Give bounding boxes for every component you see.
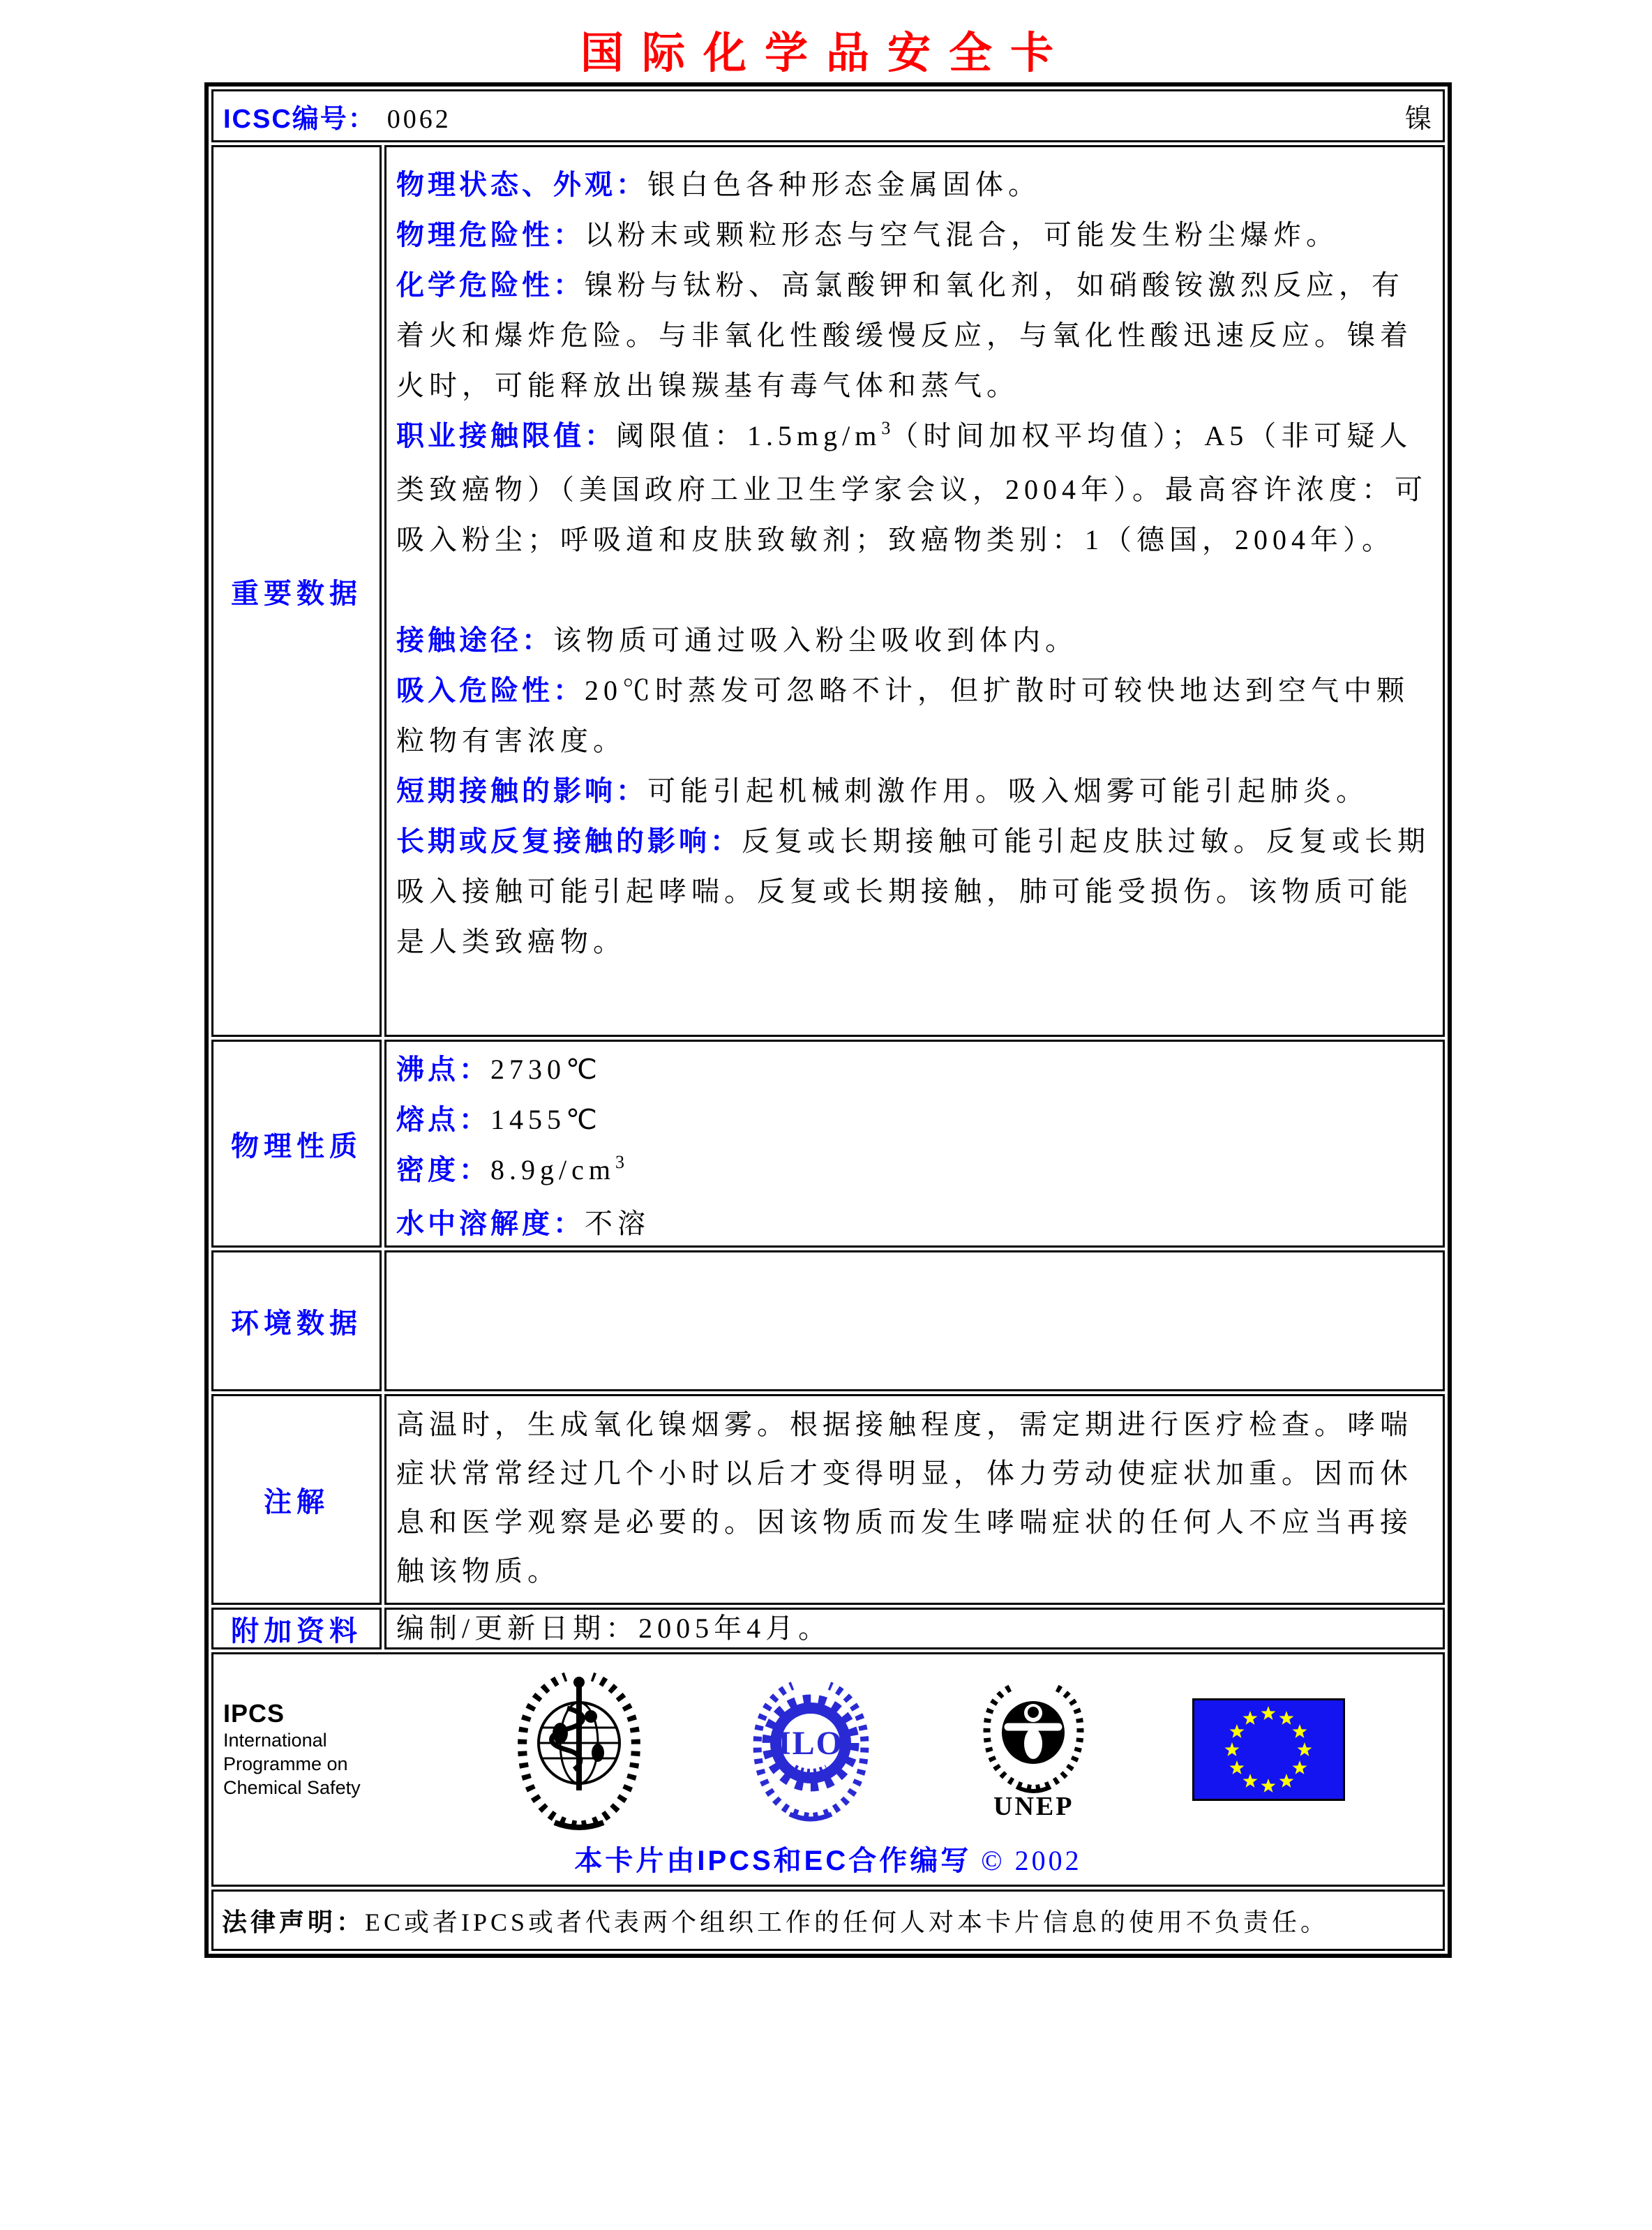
field-label: 密度： — [396, 1155, 490, 1185]
credit-line — [213, 1839, 1443, 1878]
field-label: 职业接触限值： — [396, 421, 616, 451]
ipcs-acronym: IPCS — [223, 1699, 285, 1728]
row-physical-properties — [211, 1040, 1445, 1248]
field-text: 编制/更新日期：2005年4月。 — [396, 1612, 832, 1644]
important-data-content — [384, 145, 1445, 1037]
ipcs-subtitle-line: International — [223, 1730, 327, 1751]
svg-text:ILO: ILO — [777, 1724, 843, 1762]
field-text: （时间加权平均值）；A5（非可疑人类致癌物）（美国政府工业卫生学家会议，2004年）。最高容许浓度：可吸入粉尘；呼吸道和皮肤致敏剂；致癌物类别：1（德国，2004年）。 — [396, 420, 1427, 555]
field-text: 以粉末或颗粒形态与空气混合，可能发生粉尘爆炸。 — [585, 219, 1339, 250]
physical-properties-content — [384, 1040, 1445, 1248]
field-label: 水中溶解度： — [396, 1208, 585, 1239]
logos-cell — [211, 1652, 1445, 1887]
card-table — [204, 82, 1452, 1958]
field-label: 物理危险性： — [396, 220, 585, 250]
section-label-notes: 注解 — [211, 1394, 382, 1605]
ipcs-subtitle-line: Programme on — [223, 1753, 348, 1774]
icsc-number-group — [223, 97, 451, 135]
field-text: 可能引起机械刺激作用。吸入烟雾可能引起肺炎。 — [647, 775, 1369, 807]
field-text: 反复或长期接触可能引起皮肤过敏。反复或长期吸入接触可能引起哮喘。反复或长期接触，肺可能受损伤。该物质可能是人类致癌物。 — [396, 825, 1430, 957]
paragraph — [396, 411, 1433, 565]
field-text: 不溶 — [585, 1208, 650, 1239]
legal-label: 法律声明： — [222, 1907, 366, 1936]
field-label: 接触途径： — [396, 625, 553, 656]
ilo-logo-icon — [746, 1673, 876, 1826]
paragraph — [396, 260, 1433, 411]
legal-cell — [211, 1889, 1445, 1951]
header-cell — [211, 89, 1445, 142]
logo-strip — [213, 1666, 1443, 1833]
field-label: 物理状态、外观： — [396, 170, 647, 200]
paragraph — [396, 1400, 1433, 1596]
additional-info-content — [384, 1608, 1445, 1649]
unep-caption: UNEP — [993, 1792, 1074, 1821]
field-text: 高温时，生成氧化镍烟雾。根据接触程度，需定期进行医疗检查。哮喘症状常常经过几个小时以后才变得明显，体力劳动使症状加重。因而休息和医学观察是必要的。因该物质而发生哮喘症状的任何人不应当再接触该物质。 — [396, 1409, 1413, 1587]
field-text: 3 — [615, 1152, 624, 1172]
section-label-environmental-data: 环境数据 — [211, 1250, 382, 1391]
paragraph — [396, 1608, 831, 1649]
substance-name: 镍 — [1404, 104, 1433, 134]
environmental-data-content — [384, 1250, 1445, 1391]
paragraph — [396, 160, 1433, 210]
legal-text: EC或者IPCS或者代表两个组织工作的任何人对本卡片信息的使用不负责任。 — [365, 1908, 1330, 1936]
notes-content — [384, 1394, 1445, 1605]
icsc-number: 0062 — [386, 104, 451, 134]
row-notes — [211, 1394, 1445, 1605]
field-label: 吸入危险性： — [396, 675, 585, 706]
section-label-physical-properties: 物理性质 — [211, 1040, 382, 1248]
paragraph — [396, 1199, 1433, 1248]
field-text: 1455℃ — [490, 1104, 602, 1135]
row-additional-info — [211, 1608, 1445, 1649]
ipcs-subtitle-line: Chemical Safety — [223, 1777, 361, 1798]
paragraph — [396, 1095, 1433, 1145]
unep-logo-icon — [976, 1677, 1091, 1822]
field-text: 20℃时蒸发可忽略不计，但扩散时可较快地达到空气中颗粒物有害浓度。 — [396, 675, 1409, 756]
icsc-label: ICSC编号： — [223, 104, 376, 134]
paragraph — [396, 565, 1433, 615]
who-logo-icon — [513, 1665, 645, 1834]
page-title: 国际化学品安全卡 — [580, 29, 1072, 77]
field-text: 3 — [881, 418, 891, 438]
field-text: 阈限值：1.5mg/m — [616, 420, 882, 451]
field-label: 沸点： — [396, 1054, 490, 1085]
field-label: 化学危险性： — [396, 270, 585, 301]
eu-flag-icon — [1192, 1698, 1345, 1801]
ipcs-wordmark — [223, 1699, 412, 1799]
row-important-data — [211, 145, 1445, 1037]
field-text: 8.9g/cm — [490, 1154, 615, 1185]
credit-year: © 2002 — [981, 1845, 1082, 1876]
section-label-additional-info: 附加资料 — [211, 1608, 382, 1649]
row-environmental-data — [211, 1250, 1445, 1391]
paragraph — [396, 1045, 1433, 1095]
field-label: 短期接触的影响： — [396, 776, 647, 807]
paragraph — [396, 1145, 1433, 1199]
row-logos — [211, 1652, 1445, 1887]
field-text: 银白色各种形态金属固体。 — [647, 169, 1041, 200]
row-legal — [211, 1889, 1445, 1951]
field-label: 熔点： — [396, 1105, 490, 1135]
field-text: 镍粉与钛粉、高氯酸钾和氧化剂，如硝酸铵激烈反应，有着火和爆炸危险。与非氧化性酸缓慢反应，与氧化性酸迅速反应。镍着火时，可能释放出镍羰基有毒气体和蒸气。 — [396, 269, 1413, 401]
paragraph — [396, 615, 1433, 666]
paragraph — [396, 816, 1433, 967]
credit-main-text: 本卡片由IPCS和EC合作编写 — [574, 1846, 972, 1876]
field-text: 2730℃ — [490, 1054, 602, 1085]
field-text: 该物质可通过吸入粉尘吸收到体内。 — [553, 624, 1078, 656]
header-row — [211, 89, 1445, 142]
field-label: 长期或反复接触的影响： — [396, 826, 742, 857]
section-label-important-data: 重要数据 — [211, 145, 382, 1037]
paragraph — [396, 666, 1433, 766]
paragraph — [396, 766, 1433, 816]
paragraph — [396, 210, 1433, 260]
